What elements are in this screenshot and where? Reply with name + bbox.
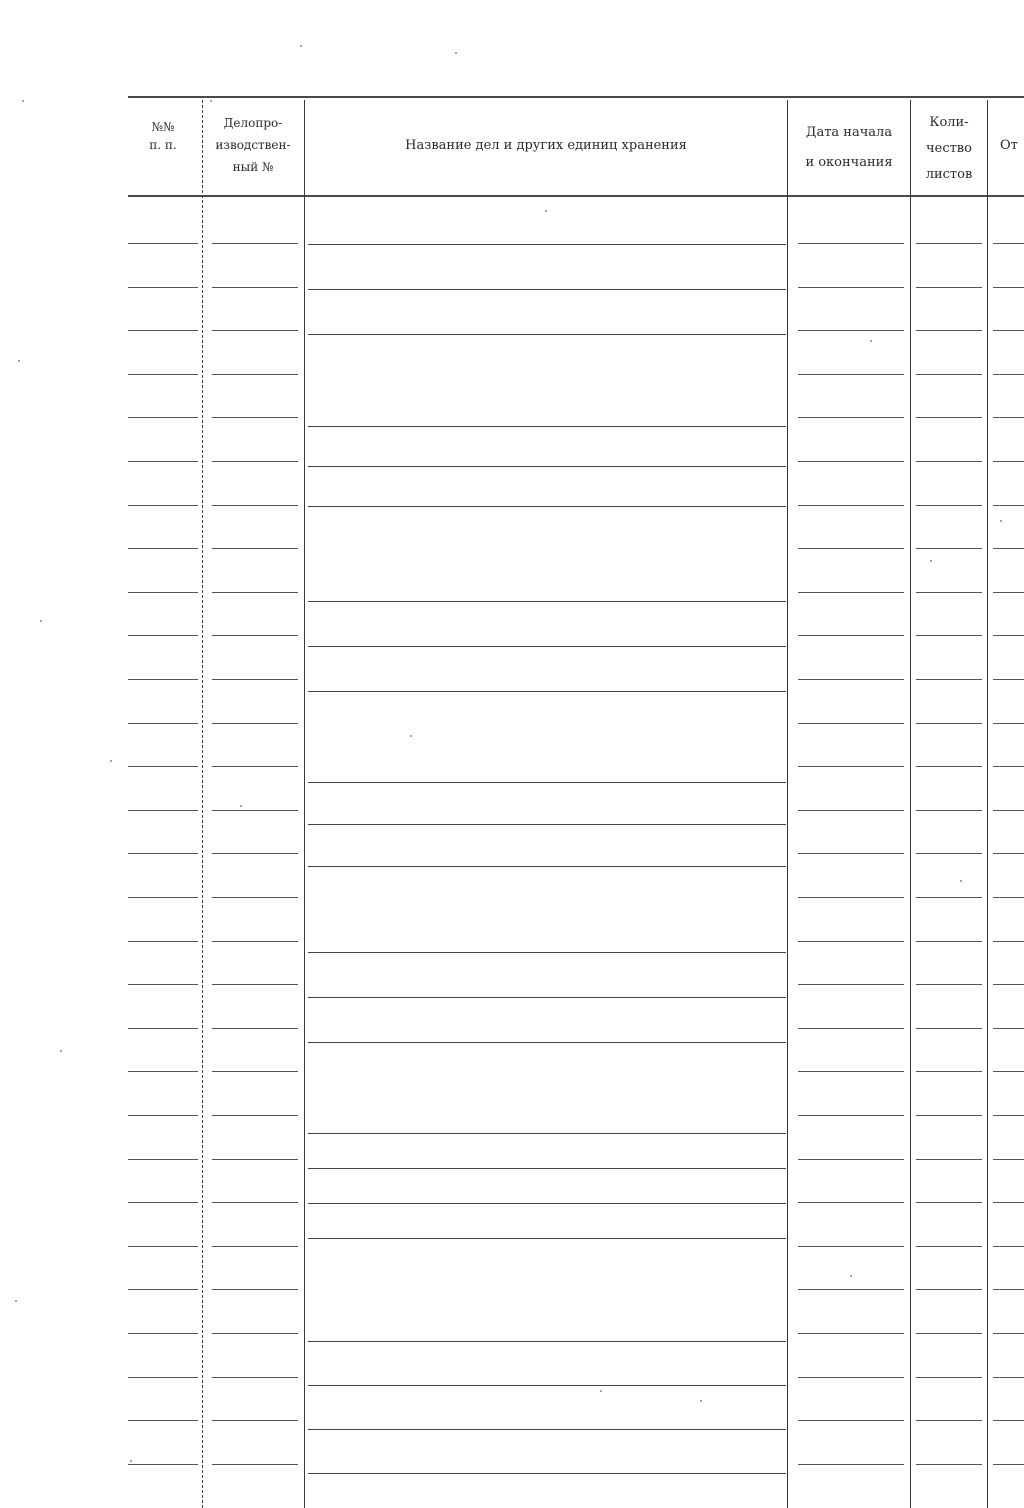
ruled-line-office (212, 853, 298, 854)
ruled-line-office (212, 592, 298, 593)
ruled-line-next (993, 1333, 1024, 1334)
ruled-line-office (212, 505, 298, 506)
header-title-column: Название дел и других единиц хранения (405, 138, 687, 153)
scan-speck (870, 340, 872, 342)
ruled-line-dates (798, 1333, 904, 1334)
ruled-line-office (212, 1333, 298, 1334)
ruled-line-left (128, 243, 198, 244)
scan-speck (600, 1390, 602, 1392)
ruled-line-dates (798, 1246, 904, 1247)
ruled-line-left (128, 417, 198, 418)
ruled-line-left (128, 592, 198, 593)
ruled-line-sheets (916, 1115, 982, 1116)
ruled-line-office (212, 1289, 298, 1290)
ruled-line-sheets (916, 1071, 982, 1072)
ruled-line-sheets (916, 1464, 982, 1465)
ruled-line-next (993, 287, 1024, 288)
ruled-line-sheets (916, 461, 982, 462)
column-divider (987, 100, 988, 1508)
header-number-column: №№ п. п. (149, 120, 177, 152)
ruled-line-office (212, 635, 298, 636)
ruled-line-dates (798, 505, 904, 506)
ruled-line-next (993, 766, 1024, 767)
entry-text-underline (308, 782, 786, 783)
entry-text-underline (308, 646, 786, 647)
ruled-line-next (993, 853, 1024, 854)
ruled-line-left (128, 897, 198, 898)
scan-speck (110, 760, 112, 762)
ruled-line-sheets (916, 287, 982, 288)
ruled-line-next (993, 592, 1024, 593)
ruled-line-left (128, 1246, 198, 1247)
column-divider (787, 100, 788, 1508)
ruled-line-sheets (916, 984, 982, 985)
column-divider (910, 100, 911, 1508)
ruled-line-office (212, 984, 298, 985)
scan-speck (240, 805, 242, 807)
entry-text-underline (308, 997, 786, 998)
ruled-line-sheets (916, 374, 982, 375)
ruled-line-left (128, 1202, 198, 1203)
scan-speck (300, 45, 302, 47)
ruled-line-left (128, 1333, 198, 1334)
ruled-line-left (128, 330, 198, 331)
ruled-line-office (212, 417, 298, 418)
ruled-line-office (212, 461, 298, 462)
scan-speck (930, 560, 932, 562)
ruled-line-office (212, 330, 298, 331)
ruled-line-office (212, 287, 298, 288)
ruled-line-next (993, 1159, 1024, 1160)
ruled-line-dates (798, 1420, 904, 1421)
entry-text-underline (308, 289, 786, 290)
ruled-line-dates (798, 1159, 904, 1160)
ruled-line-next (993, 723, 1024, 724)
entry-text-underline (308, 866, 786, 867)
entry-text-underline (308, 952, 786, 953)
entry-text-underline (308, 601, 786, 602)
ruled-line-sheets (916, 1420, 982, 1421)
scan-speck (410, 735, 412, 737)
ruled-line-dates (798, 766, 904, 767)
ruled-line-next (993, 548, 1024, 549)
ruled-line-left (128, 766, 198, 767)
ruled-line-dates (798, 941, 904, 942)
entry-text-underline (308, 1133, 786, 1134)
ruled-line-office (212, 1028, 298, 1029)
ruled-line-dates (798, 374, 904, 375)
ruled-line-sheets (916, 243, 982, 244)
ruled-line-office (212, 1246, 298, 1247)
ruled-line-sheets (916, 635, 982, 636)
entry-text-underline (308, 334, 786, 335)
entry-text-underline (308, 824, 786, 825)
header-next-column: От (1000, 138, 1018, 153)
ruled-line-next (993, 1115, 1024, 1116)
ruled-line-sheets (916, 853, 982, 854)
ruled-line-dates (798, 635, 904, 636)
ruled-line-office (212, 1464, 298, 1465)
entry-text-underline (308, 691, 786, 692)
ruled-line-office (212, 1115, 298, 1116)
entry-text-underline (308, 1168, 786, 1169)
scan-speck (40, 620, 42, 622)
ruled-line-next (993, 505, 1024, 506)
scan-speck (60, 1050, 62, 1052)
ruled-line-dates (798, 723, 904, 724)
ruled-line-next (993, 1202, 1024, 1203)
ruled-line-dates (798, 243, 904, 244)
entry-text-underline (308, 1473, 786, 1474)
ruled-line-office (212, 1377, 298, 1378)
ruled-line-left (128, 679, 198, 680)
ruled-line-dates (798, 1071, 904, 1072)
scan-speck (1000, 520, 1002, 522)
ruled-line-next (993, 1071, 1024, 1072)
ruled-line-left (128, 941, 198, 942)
ruled-line-left (128, 505, 198, 506)
ruled-line-dates (798, 679, 904, 680)
ruled-line-left (128, 984, 198, 985)
ruled-line-sheets (916, 1202, 982, 1203)
ruled-line-office (212, 810, 298, 811)
scan-speck (15, 1300, 17, 1302)
ruled-line-office (212, 897, 298, 898)
ruled-line-sheets (916, 592, 982, 593)
ruled-line-left (128, 287, 198, 288)
ruled-line-dates (798, 330, 904, 331)
entry-text-underline (308, 244, 786, 245)
ruled-line-dates (798, 853, 904, 854)
entry-text-underline (308, 1341, 786, 1342)
entry-text-underline (308, 1429, 786, 1430)
ruled-line-next (993, 1289, 1024, 1290)
ruled-line-dates (798, 287, 904, 288)
entry-text-underline (308, 466, 786, 467)
ruled-line-sheets (916, 548, 982, 549)
ruled-line-sheets (916, 1333, 982, 1334)
ruled-line-next (993, 1420, 1024, 1421)
scan-speck (545, 210, 547, 212)
ruled-line-left (128, 1420, 198, 1421)
header-office-number-column: Делопро- изводствен- ный № (215, 116, 291, 174)
ruled-line-left (128, 1071, 198, 1072)
ruled-line-left (128, 548, 198, 549)
header-sheets-column: Коли- чество листов (925, 115, 973, 182)
ruled-line-next (993, 897, 1024, 898)
ruled-line-office (212, 1420, 298, 1421)
ruled-line-dates (798, 1202, 904, 1203)
entry-text-underline (308, 1042, 786, 1043)
ruled-line-left (128, 810, 198, 811)
ruled-line-next (993, 1028, 1024, 1029)
ruled-line-sheets (916, 505, 982, 506)
ruled-line-left (128, 1159, 198, 1160)
entry-text-underline (308, 1203, 786, 1204)
ruled-line-dates (798, 897, 904, 898)
ruled-line-next (993, 330, 1024, 331)
ruled-line-sheets (916, 941, 982, 942)
scan-speck (850, 1275, 852, 1277)
ruled-line-sheets (916, 723, 982, 724)
ruled-line-left (128, 1464, 198, 1465)
ruled-line-next (993, 941, 1024, 942)
ruled-line-dates (798, 1028, 904, 1029)
ruled-line-dates (798, 1377, 904, 1378)
ruled-line-office (212, 374, 298, 375)
entry-text-underline (308, 426, 786, 427)
ruled-line-sheets (916, 1289, 982, 1290)
scan-speck (130, 1460, 132, 1462)
ruled-line-next (993, 984, 1024, 985)
ruled-line-dates (798, 1115, 904, 1116)
scan-speck (700, 1400, 702, 1402)
ruled-line-left (128, 853, 198, 854)
ruled-line-left (128, 1115, 198, 1116)
entry-text-underline (308, 1385, 786, 1386)
scan-speck (18, 360, 20, 362)
ruled-line-sheets (916, 417, 982, 418)
column-divider (202, 100, 203, 1508)
ruled-line-sheets (916, 1246, 982, 1247)
scan-speck (960, 880, 962, 882)
ruled-line-left (128, 461, 198, 462)
ruled-line-dates (798, 461, 904, 462)
ruled-line-office (212, 766, 298, 767)
scan-speck (455, 52, 457, 54)
ruled-line-sheets (916, 766, 982, 767)
ruled-line-next (993, 1246, 1024, 1247)
ruled-line-office (212, 1202, 298, 1203)
ruled-line-office (212, 1071, 298, 1072)
header-dates-column: Дата начала и окончания (805, 125, 893, 170)
ruled-line-next (993, 679, 1024, 680)
ruled-line-left (128, 635, 198, 636)
ruled-line-next (993, 1464, 1024, 1465)
ruled-line-dates (798, 810, 904, 811)
ruled-line-office (212, 679, 298, 680)
ruled-line-dates (798, 1464, 904, 1465)
ruled-line-next (993, 635, 1024, 636)
scan-speck (210, 100, 212, 102)
entry-text-underline (308, 506, 786, 507)
header-bottom-rule (128, 195, 1024, 197)
ruled-line-left (128, 1289, 198, 1290)
ruled-line-next (993, 461, 1024, 462)
ruled-line-dates (798, 548, 904, 549)
ruled-line-dates (798, 984, 904, 985)
ruled-line-office (212, 548, 298, 549)
ruled-line-left (128, 374, 198, 375)
ruled-line-sheets (916, 897, 982, 898)
ruled-line-sheets (916, 679, 982, 680)
ruled-line-next (993, 810, 1024, 811)
column-divider (304, 100, 305, 1508)
header-top-rule (128, 96, 1024, 98)
ruled-line-next (993, 374, 1024, 375)
ruled-line-sheets (916, 810, 982, 811)
ruled-line-next (993, 243, 1024, 244)
scan-speck (22, 100, 24, 102)
ruled-line-next (993, 1377, 1024, 1378)
ruled-line-dates (798, 1289, 904, 1290)
ruled-line-sheets (916, 1028, 982, 1029)
ruled-line-dates (798, 592, 904, 593)
ruled-line-next (993, 417, 1024, 418)
ruled-line-left (128, 723, 198, 724)
ruled-line-sheets (916, 330, 982, 331)
ruled-line-dates (798, 417, 904, 418)
ruled-line-office (212, 723, 298, 724)
ruled-line-office (212, 243, 298, 244)
ruled-line-sheets (916, 1159, 982, 1160)
ruled-line-sheets (916, 1377, 982, 1378)
ruled-line-office (212, 941, 298, 942)
ruled-line-left (128, 1028, 198, 1029)
ruled-line-office (212, 1159, 298, 1160)
ruled-line-left (128, 1377, 198, 1378)
entry-text-underline (308, 1238, 786, 1239)
